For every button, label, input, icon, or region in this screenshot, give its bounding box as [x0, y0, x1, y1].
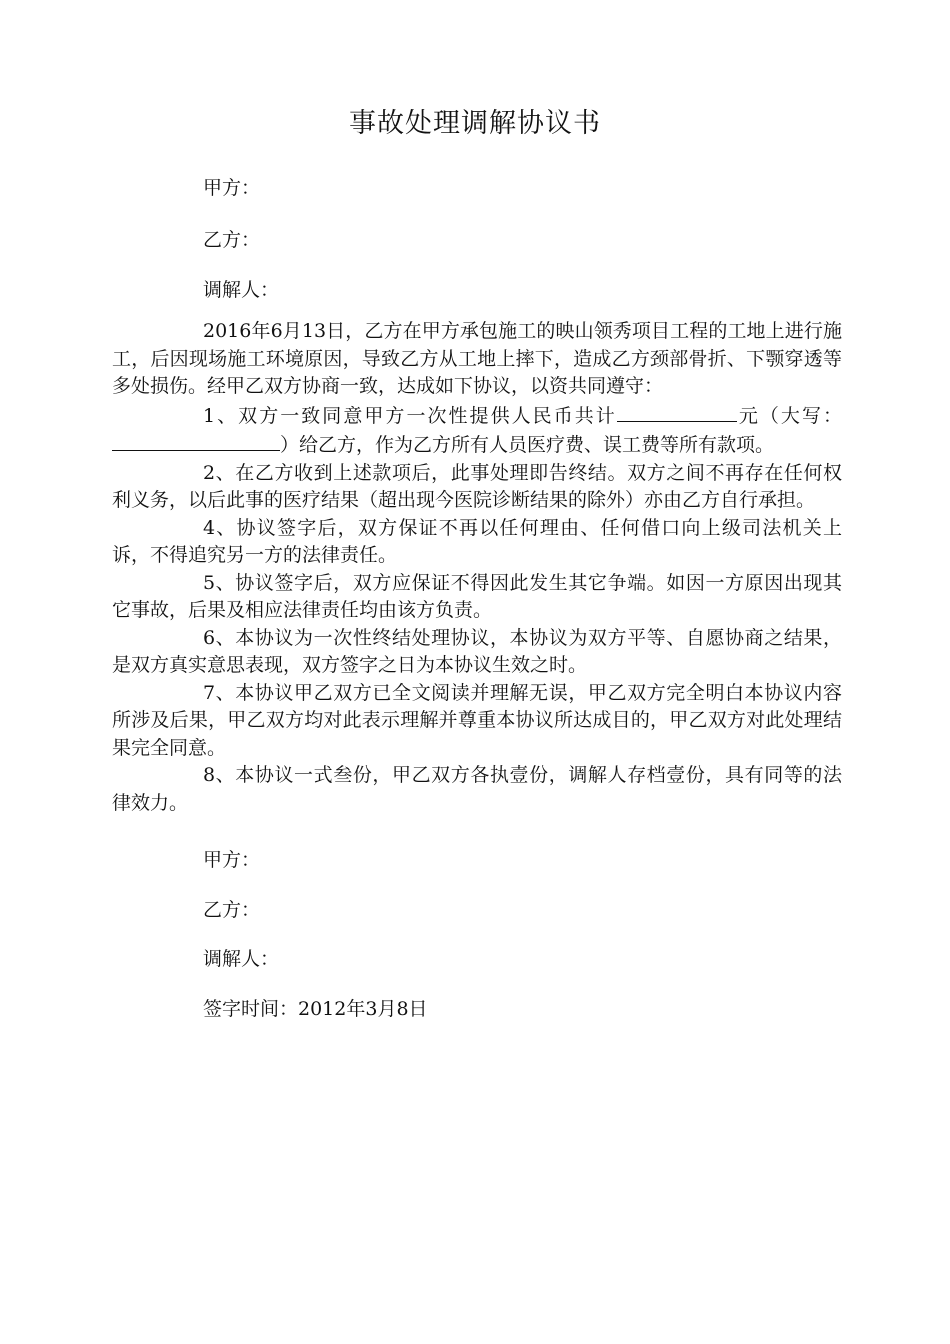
clause-7: 7、本协议甲乙双方已全文阅读并理解无误，甲乙双方完全明白本协议内容所涉及后果，甲乙双方均对此表示理解并尊重本协议所达成目的，甲乙双方对此处理结果完全同意。	[112, 681, 842, 759]
clause-2: 2、在乙方收到上述款项后，此事处理即告终结。双方之间不再存在任何权利义务，以后此事的医疗结果（超出现今医院诊断结果的除外）亦由乙方自行承担。	[112, 461, 842, 511]
footer-party-a-label: 甲方：	[203, 849, 261, 871]
clause-1-text-middle: 元（大写：	[736, 404, 842, 427]
clause-6: 6、本协议为一次性终结处理协议，本协议为双方平等、自愿协商之结果，是双方真实意思表现，双方签字之日为本协议生效之时。	[112, 626, 842, 676]
amount-blank	[617, 401, 737, 422]
footer-mediator-label: 调解人：	[203, 948, 280, 970]
footer-party-b-label: 乙方：	[203, 899, 261, 921]
clause-8: 8、本协议一式叁份，甲乙双方各执壹份，调解人存档壹份，具有同等的法律效力。	[112, 764, 842, 814]
header-party-b-label: 乙方：	[203, 229, 261, 251]
clause-5: 5、协议签字后，双方应保证不得因此发生其它争端。如因一方原因出现其它事故，后果及相应法律责任均由该方负责。	[112, 571, 842, 621]
sign-date: 签字时间：2012年3月8日	[203, 998, 428, 1020]
amount-in-words-blank	[112, 430, 280, 451]
intro-paragraph: 2016年6月13日，乙方在甲方承包施工的映山领秀项目工程的工地上进行施工，后因现场施工环境原因，导致乙方从工地上摔下，造成乙方颈部骨折、下颚穿透等多处损伤。经甲乙双方协商一致，达成如下协议，以资共同遵守：	[112, 320, 842, 397]
clause-1-text-end: ）给乙方，作为乙方所有人员医疗费、误工费等所有款项。	[280, 434, 775, 456]
clause-4: 4、协议签字后，双方保证不再以任何理由、任何借口向上级司法机关上诉，不得追究另一方的法律责任。	[112, 516, 842, 566]
header-party-a-label: 甲方：	[203, 177, 261, 199]
clause-1	[112, 401, 842, 460]
document-title: 事故处理调解协议书	[349, 108, 601, 139]
header-mediator-label: 调解人：	[203, 279, 280, 301]
clause-1-text-start: 1、双方一致同意甲方一次性提供人民币共计	[203, 404, 617, 427]
agreement-body	[112, 318, 842, 817]
